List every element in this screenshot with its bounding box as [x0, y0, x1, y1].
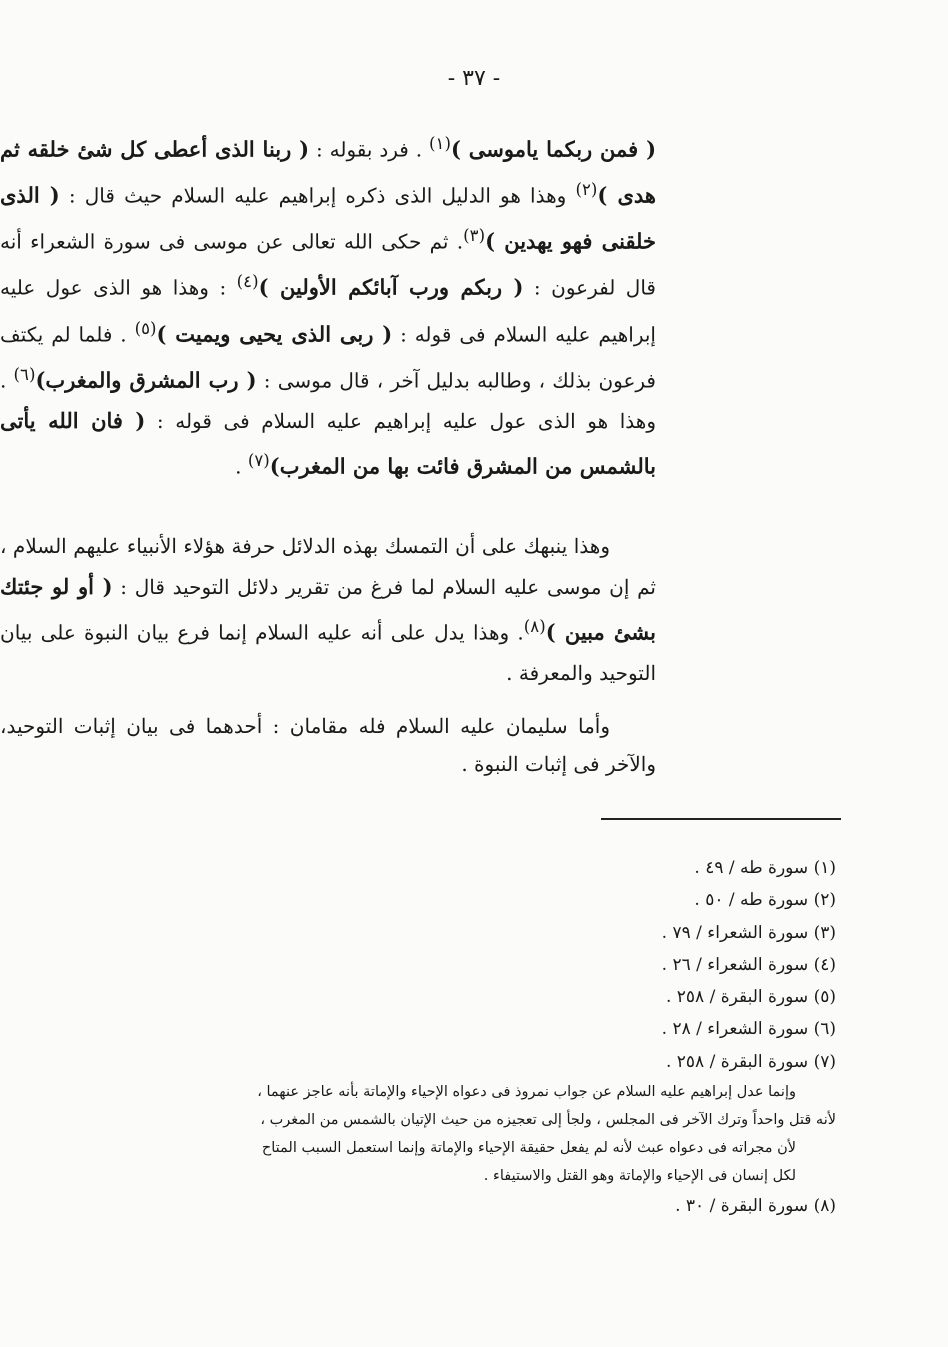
- body-text: وهذا هو الدليل الذى ذكره إبراهيم عليه السلام حيث قال :: [59, 183, 576, 208]
- footnote-ref: (٤): [236, 272, 259, 292]
- paragraph-2: [0, 526, 656, 694]
- paragraph-3: [0, 707, 656, 783]
- footnote-commentary-line: لأن مجراته فى دعواه عبث لأنه لم يفعل حقيقة الإحياء والإماتة وإنما استعمل السبب المتاح: [261, 1140, 796, 1157]
- body-text: : وهذا هو الذى عول عليه إبراهيم عليه السلام فى قوله :: [0, 276, 656, 347]
- quran-quote: ( فمن ربكما ياموسى ): [450, 136, 657, 162]
- footnote-7: (٧) سورة البقرة / ٢٥٨ .: [665, 1051, 836, 1072]
- footnote-2: (٢) سورة طه / ٥٠ .: [694, 890, 836, 911]
- footnote-commentary: [180, 1078, 836, 1190]
- footnote-6: (٦) سورة الشعراء / ٢٨ .: [661, 1019, 836, 1040]
- footnote-1: (١) سورة طه / ٤٩ .: [694, 858, 836, 878]
- quran-quote: ( رب المشرق والمغرب): [35, 367, 257, 393]
- body-text: .: [235, 455, 248, 480]
- footnote-commentary-line: لكل إنسان فى الإحياء والإماتة وهو القتل والاستيفاء .: [483, 1168, 796, 1185]
- footnotes-list: [180, 852, 836, 1222]
- quran-quote: ( ربكم ورب آبائكم الأولين ): [258, 275, 524, 301]
- footnote-divider: [601, 818, 841, 820]
- footnote-commentary-line: لأنه قتل واحداً وترك الآخر فى المجلس ، ولجأ إلى تعجيزه من حيث الإتيان بالشمس من المغرب ،: [260, 1112, 836, 1129]
- body-text: . فرد بقوله :: [309, 137, 430, 162]
- footnote-5: (٥) سورة البقرة / ٢٥٨ .: [665, 987, 836, 1008]
- body-text: . فلما لم يكتف فرعون بذلك ، وطالبه بدليل آخر ، قال موسى :: [0, 322, 656, 393]
- quran-quote: ( ربى الذى يحيى ويميت ): [156, 321, 393, 347]
- body-text: . وهذا يدل على أنه عليه السلام إنما فرع بيان النبوة على بيان التوحيد والمعرفة .: [0, 620, 656, 686]
- quran-quote: ( ربنا الذى أعطى كل شئ خلقه ثم هدى ): [0, 136, 656, 208]
- body-text: . وهذا هو الذى عول عليه إبراهيم عليه السلام فى قوله :: [0, 368, 656, 433]
- footnote-commentary-line: وإنما عدل إبراهيم عليه السلام عن جواب نمروذ فى دعواه الإحياء والإماتة بأنه عاجز عنهما ،: [257, 1084, 796, 1101]
- body-text: وأما سليمان عليه السلام فله مقامان : أحدهما فى بيان إثبات التوحيد، والآخر فى إثبات النبوة .: [0, 714, 656, 776]
- footnote-ref: (٨): [523, 617, 546, 636]
- footnote-4: (٤) سورة الشعراء / ٢٦ .: [661, 954, 836, 975]
- footnote-ref: (١): [429, 134, 451, 153]
- footnote-ref: (٧): [247, 451, 270, 471]
- footnote-ref: (٣): [463, 226, 486, 246]
- quran-quote: ( فان الله يأتى بالشمس من المشرق فائت بها من المغرب): [0, 407, 656, 480]
- footnote-ref: (٥): [134, 318, 157, 338]
- quran-quote: ( أو لو جئتك بشئ مبين ): [0, 573, 656, 645]
- page-number: - ٣٧ -: [447, 66, 501, 91]
- body-text: وهذا ينبهك على أن التمسك بهذه الدلائل حرفة هؤلاء الأنبياء عليهم السلام ، ثم إن موسى عليه السلام لما فرغ من تقرير دلائل التوحيد قال :: [0, 534, 656, 599]
- footnote-ref: (٦): [13, 364, 36, 384]
- quran-quote: ( الذى خلقنى فهو يهدين ): [0, 182, 656, 254]
- footnote-3: (٣) سورة الشعراء / ٧٩ .: [661, 922, 836, 943]
- body-text: . ثم حكى الله تعالى عن موسى فى سورة الشعراء أنه قال لفرعون :: [0, 229, 656, 301]
- footnote-8: (٨) سورة البقرة / ٣٠ .: [675, 1196, 836, 1217]
- footnote-ref: (٢): [575, 180, 598, 200]
- paragraph-1: [0, 124, 656, 488]
